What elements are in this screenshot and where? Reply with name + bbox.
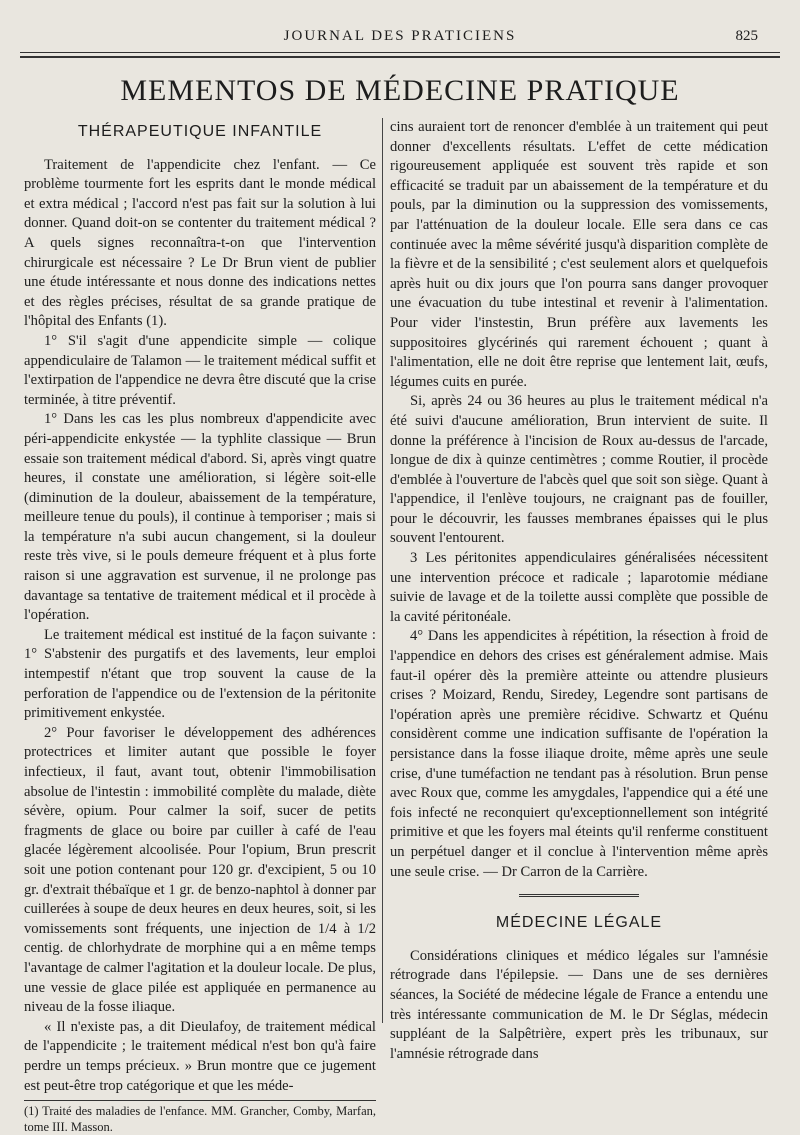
page-number: 825 [735, 28, 758, 44]
section-heading-medecine-legale: MÉDECINE LÉGALE [495, 914, 663, 932]
journal-title: JOURNAL DES PRATICIENS [283, 28, 517, 44]
right-paragraph: 4° Dans les appendicites à répétition, la résection à froid de l'appendice en dehors des crises est généralement admise. Mais faut-il opérer dès la première atteinte ou attendre plusieurs crises ? Moizard, Rendu, Siredey, Legendre sont partisans de l'opération après une première récidive. Schwartz et Quénu considèrent comme une indication suffisante de l'opération la persistance dans la fosse iliaque droite, même après une seule crise, d'une tuméfaction ne tendant pas à résolution. Brun pense avec Roux que, comme les amygdales, l'appendice qui a été une fois infecté ne reconquiert qu'exceptionnellement son intégrité primitive et que les foyers mal éteints qu'il renferme constituent un perpétuel danger et il conclue à l'intervention même après une seule crise. — Dr Carron de la Carrière. [390, 628, 768, 880]
page-title: MEMENTOS DE MÉDECINE PRATIQUE [120, 74, 680, 107]
column-divider [382, 118, 383, 1023]
right-paragraph: Si, après 24 ou 36 heures au plus le traitement médical n'a été suivi d'aucune amélioration, Brun intervient de suite. Il donne la préférence à l'incision de Roux au-dessus de l'arcade, longue de dix à quinze centimètres ; comme Routier, il procède d'emblée à l'ouverture de l'abcès quel que soit son siège. Quant à l'appendice, il l'enlève toujours, ne craignant pas de fouiller, pour le découvrir, les fausses membranes épaisses qui le plus souvent l'entourent. [390, 393, 768, 547]
left-paragraph: Traitement de l'appendicite chez l'enfant. — Ce problème tourmente fort les esprits dant le monde médical et extra médical ; l'accord n'est pas fait sur la solution à lui donner. Quand doit-on se contenter du traitement médical ? A quels signes reconnaîtra-t-on que l'intervention chirurgicale est nécessaire ? Le Dr Brun vient de publier une étude intéressante et nous donne des indications nettes et des règles précises, résultat de sa grande pratique de l'hôpital des Enfants (1). [24, 156, 376, 330]
left-column [24, 118, 376, 1135]
left-paragraph: 1° Dans les cas les plus nombreux d'appendicite avec péri-appendicite enkystée — la typhlite classique — Brun essaie son traitement médical d'abord. Si, après vingt quatre heures, il constate une amélioration, si légère soit-elle (diminution de la douleur, abaissement de la température, meilleure tenue du pouls), il continue à temporiser ; mais si la température n'a subi aucun changement, si la douleur reste très vive, si le pouls demeure fréquent et à plus forte raison si une aggravation est survenue, il ne prolonge pas davantage sa tentative de traitement médical et il procède à l'opération. [24, 411, 376, 624]
header-rule-thick [20, 56, 780, 58]
right-paragraph: Considérations cliniques et médico légales sur l'amnésie rétrograde dans l'épilepsie. — Dans une de ses dernières séances, la Société de médecine légale de France a entendu une très intéressante communication de M. le Dr Séglas, médecin suppléant de la Salpêtrière, expert près les tribunaux, sur l'amnésie rétrograde dans [390, 947, 768, 1062]
running-header [0, 28, 800, 48]
right-column [390, 118, 768, 1064]
section-heading-therapeutique: THÉRAPEUTIQUE INFANTILE [77, 123, 323, 140]
right-paragraph: 3 Les péritonites appendiculaires généralisées nécessitent une intervention précoce et radicale ; laparotomie médiane suivie de lavage et de la toilette aussi complète que possible de la cavité péritonéale. [390, 550, 768, 625]
left-paragraph: 1° S'il s'agit d'une appendicite simple — colique appendiculaire de Talamon — le traitement médical suffit et l'extirpation de l'appendice ne devra être discuté que la crise terminée, à titre préventif. [24, 332, 376, 408]
right-paragraph: cins auraient tort de renoncer d'emblée à un traitement qui peut donner d'excellents résultats. L'effet de cette médication rigoureusement appliquée est souvent très rapide et son efficacité se traduit par un abaissement de la température et du pouls, par la diminution ou la suppression des vomissements, par l'atténuation de la douleur locale. Elle sera dans ce cas continuée avec la même sévérité jusqu'à disparition complète de la fièvre et de la sensibilité ; c'est seulement alors et quelquefois après huit ou dix jours que l'on pourra sans danger provoquer une évacuation du tube intestinal et revenir à l'alimentation. Pour vider l'instestin, Brun préfère aux lavements les suppositoires glycérinés qui rarement échouent ; quant à l'alimentation, elle ne doit être reprise que lentement lait, œufs, légumes cuits en purée. [390, 119, 768, 390]
section-rule [519, 894, 639, 897]
footnote: (1) Traité des maladies de l'enfance. MM. Grancher, Comby, Marfan, tome III. Masson. [24, 1104, 376, 1135]
left-paragraph: « Il n'existe pas, a dit Dieulafoy, de traitement médical de l'appendicite ; le traitement médical n'est bon qu'à faire perdre un temps précieux. » Brun montre que ce jugement est peut-être trop catégorique et que les méde- [24, 1018, 376, 1094]
left-paragraph: Le traitement médical est institué de la façon suivante : 1° S'abstenir des purgatifs et des lavements, leur emploi intempestif n'étant que trop souvent la cause de la perforation de l'appendice ou de l'extension de la péritonite primitivement enkystée. [24, 626, 376, 722]
left-paragraph: 2° Pour favoriser le développement des adhérences protectrices et limiter autant que possible le foyer infectieux, il faut, avant tout, obtenir l'immobilisation absolue de l'intestin : immobilité complète du malade, diète sévère, opium. Pour calmer la soif, sucer de petits fragments de glace ou boire par cuiller à café de l'eau glacée légèrement alcoolisée. Pour l'opium, Brun prescrit soit une potion contenant pour 120 gr. d'excipient, 5 ou 10 gr. d'extrait thébaïque et 1 gr. de benzo-naphtol à donner par cuillerées à soupe de deux heures en deux heures, soit, si les vomissements sont fréquents, une injection de 1/4 à 1/2 centig. de chlorhydrate de morphine qui a en même temps l'avantage de calmer l'agitation et la douleur locale. De plus, une vessie de glace pilée est appliquée en permanence au niveau de la fosse iliaque. [24, 724, 376, 1016]
header-rule [20, 52, 780, 53]
footnote-rule [24, 1100, 376, 1101]
